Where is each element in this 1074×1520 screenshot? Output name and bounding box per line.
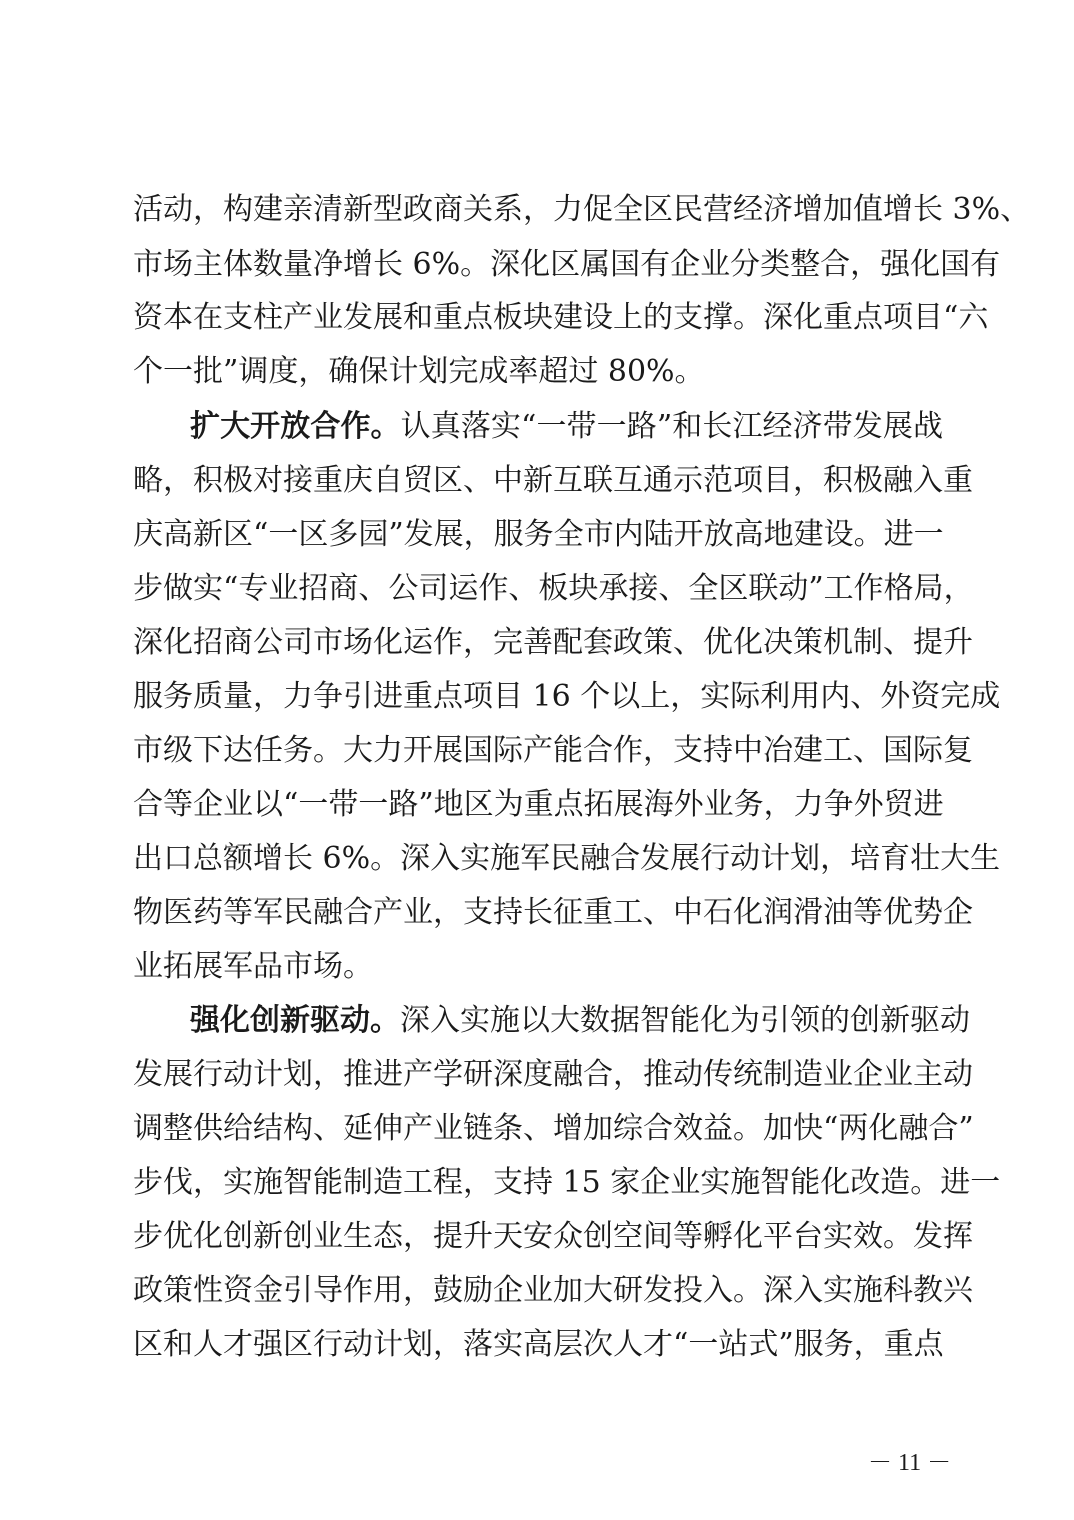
line-text: 步优化创新创业生态，提升天安众创空间等孵化平台实效。发挥: [133, 1219, 973, 1254]
text-line: [133, 1163, 1001, 1203]
text-line: [133, 785, 943, 825]
line-text: 庆高新区“一区多园”发展，服务全市内陆开放高地建设。进一: [133, 517, 944, 552]
line-text: 调整供给结构、延伸产业链条、增加综合效益。加快“两化融合”: [133, 1111, 974, 1146]
text-line: [133, 623, 973, 663]
line-text: 区和人才强区行动计划，落实高层次人才“一站式”服务，重点: [133, 1327, 944, 1362]
text-line: [133, 569, 974, 609]
text-line: [190, 407, 943, 447]
line-text: 合等企业以“一带一路”地区为重点拓展海外业务，力争外贸进: [133, 787, 944, 822]
line-text: 步做实“专业招商、公司运作、板块承接、全区联动”工作格局，: [133, 571, 974, 606]
line-text: 服务质量，力争引进重点项目 16 个以上，实际利用内、外资完成: [133, 679, 1001, 714]
line-text: 认真落实“一带一路”和长江经济带发展战: [400, 409, 943, 444]
line-text: 市级下达任务。大力开展国际产能合作，支持中冶建工、国际复: [133, 733, 973, 768]
text-line: [133, 1217, 973, 1257]
page-number: － 11 －: [868, 1450, 952, 1476]
text-line: [133, 839, 1001, 879]
line-text: 深入实施以大数据智能化为引领的创新驱动: [400, 1003, 970, 1038]
text-line: [133, 1109, 974, 1149]
line-text: 资本在支柱产业发展和重点板块建设上的支撑。深化重点项目“六: [133, 300, 989, 335]
text-line: [133, 1055, 973, 1095]
text-line: [133, 515, 943, 555]
line-text: 个一批”调度，确保计划完成率超过 80%。: [133, 354, 705, 389]
text-line: [133, 1271, 973, 1311]
paragraph-heading: 扩大开放合作。: [190, 409, 401, 444]
line-text: 深化招商公司市场化运作，完善配套政策、优化决策机制、提升: [133, 625, 973, 660]
text-line: [133, 245, 1001, 285]
text-line: [190, 1001, 970, 1041]
line-text: 物医药等军民融合产业，支持长征重工、中石化润滑油等优势企: [133, 895, 973, 930]
line-text: 政策性资金引导作用，鼓励企业加大研发投入。深入实施科教兴: [133, 1273, 973, 1308]
text-line: [133, 677, 1001, 717]
paragraph-heading: 强化创新驱动。: [190, 1003, 400, 1038]
line-text: 市场主体数量净增长 6%。深化区属国有企业分类整合，强化国有: [133, 247, 1001, 282]
text-line: [133, 461, 973, 501]
text-line: [133, 731, 973, 771]
text-line: [133, 893, 973, 933]
line-text: 略，积极对接重庆自贸区、中新互联互通示范项目，积极融入重: [133, 463, 973, 498]
line-text: 出口总额增长 6%。深入实施军民融合发展行动计划，培育壮大生: [133, 841, 1001, 876]
text-line: [133, 947, 943, 987]
text-line: [133, 298, 989, 338]
line-text: 业拓展军品市场。: [133, 949, 373, 984]
line-text: 发展行动计划，推进产学研深度融合，推动传统制造业企业主动: [133, 1057, 973, 1092]
line-text: 活动，构建亲清新型政商关系，力促全区民营经济增加值增长 3%、: [133, 192, 1031, 227]
line-text: 步伐，实施智能制造工程，支持 15 家企业实施智能化改造。进一: [133, 1165, 1001, 1200]
text-line: [133, 352, 943, 392]
text-line: [133, 1325, 943, 1365]
text-line: [133, 190, 1031, 230]
